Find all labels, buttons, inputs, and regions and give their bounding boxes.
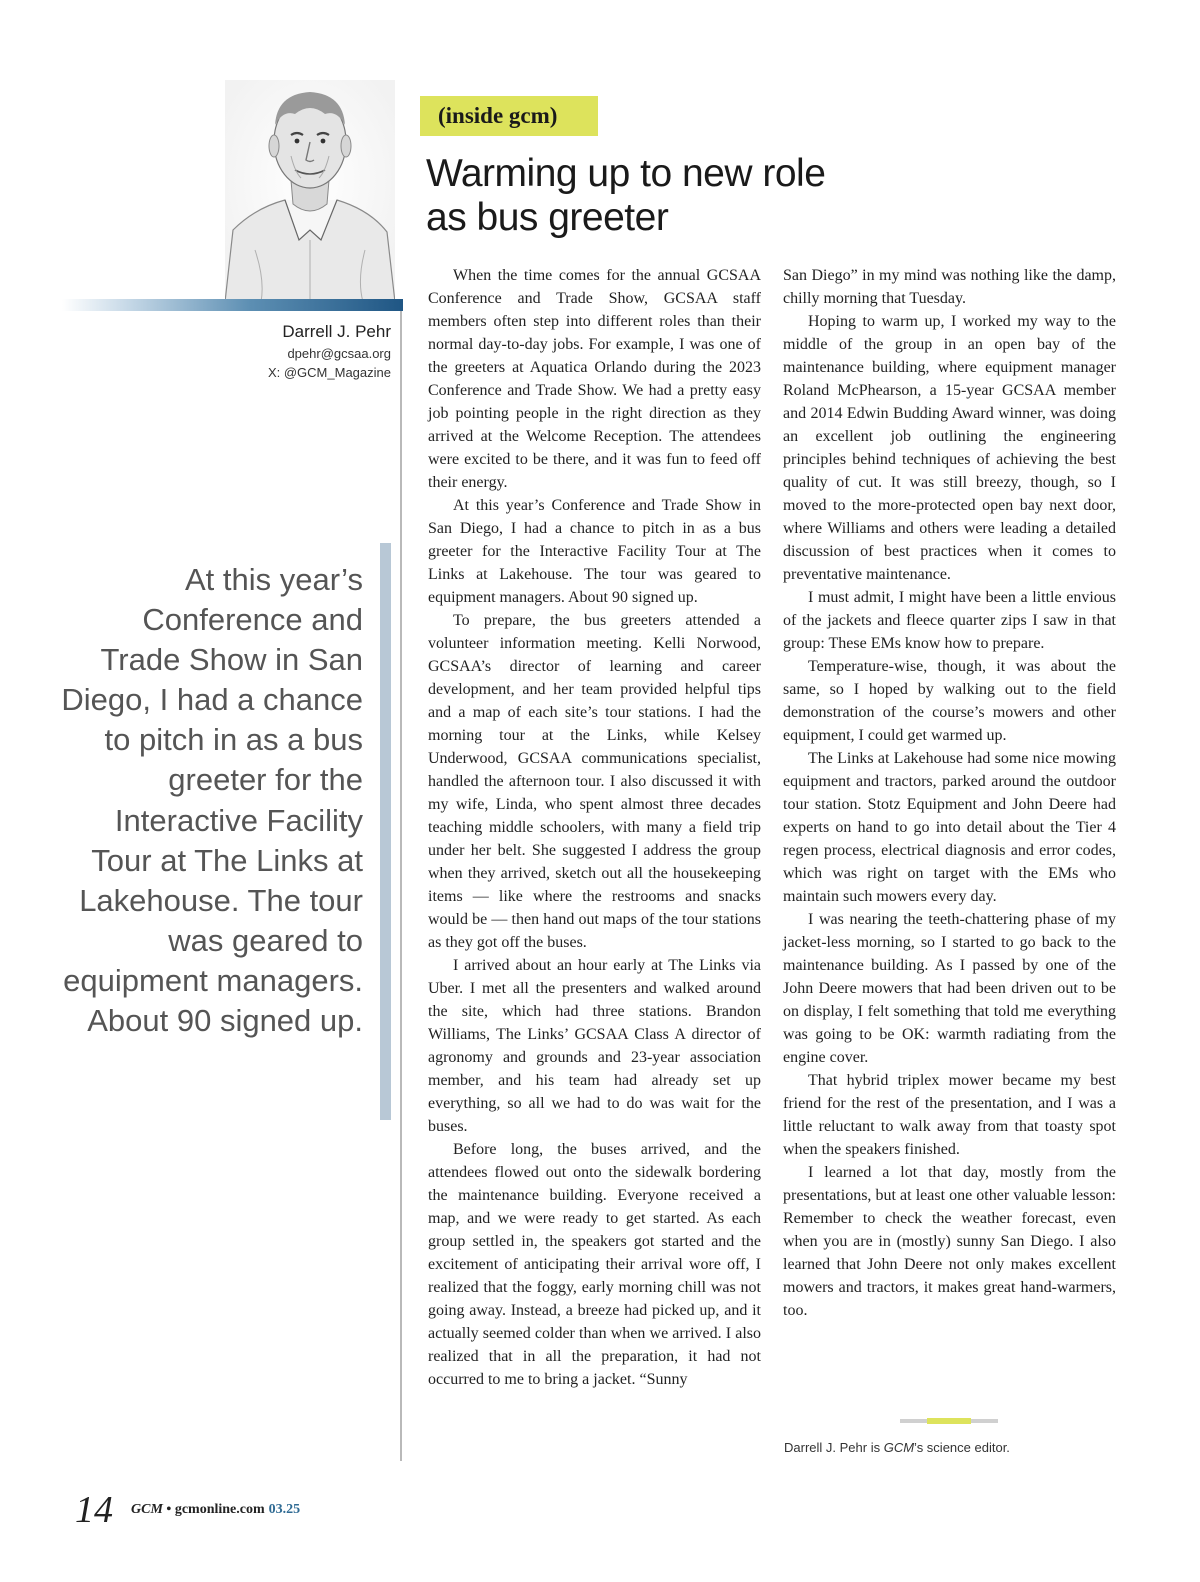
author-email[interactable]: dpehr@gcsaa.org (287, 346, 391, 361)
headline-line-2: as bus greeter (426, 196, 669, 239)
folio-info (131, 1502, 300, 1517)
paragraph: When the time comes for the annual GCSAA Conference and Trade Show, GCSAA staff members often step into different roles than their normal day-to-day jobs. For example, I was one of the greeters at Aquatica Orlando during the 2023 Conference and Trade Show. We had a pretty easy job pointing people in the right direction as they arrived at the Welcome Reception. The attendees were excited to be there, and it was fun to feed off their energy. (428, 267, 761, 491)
headline (426, 152, 946, 240)
bio-prefix: Darrell J. Pehr is (784, 1440, 884, 1455)
paragraph: Temperature-wise, though, it was about the same, so I hoped by walking out to the field demonstration of the course’s mowers and other equipment, I could get warmed up. (783, 658, 1116, 744)
footer-magazine: GCM (131, 1502, 163, 1517)
article-column-2 (783, 264, 1116, 1322)
paragraph: At this year’s Conference and Trade Show in San Diego, I had a chance to pitch in as a bus greeter for the Interactive Facility Tour at The Links at Lakehouse. The tour was geared to equipment managers. About 90 signed up. (428, 497, 761, 606)
author-bio (784, 1440, 1104, 1455)
article-column-1 (428, 264, 761, 1391)
paragraph: I was nearing the teeth-chattering phase of my jacket-less morning, so I started to go back to the maintenance building. As I passed by one of the John Deere mowers that had been driven out to be on display, I felt something that told me everything was going to be OK: warmth radiating from the engine cover. (783, 911, 1116, 1066)
paragraph: Hoping to warm up, I worked my way to the middle of the group in an open bay of the maintenance building, where equipment manager Roland McPhearson, a 15-year GCSAA member and 2014 Edwin Budding Award winner, was doing an excellent job outlining the engineering principles behind techniques of achieving the best quality of cut. It was still breezy, though, so I moved to the more-protected open bay next door, where Williams and others were leading a detailed discussion of best practices when it comes to preventative maintenance. (783, 313, 1116, 583)
section-tag: (inside gcm) (420, 96, 598, 136)
column-divider (400, 311, 402, 1461)
paragraph: I arrived about an hour early at The Links via Uber. I met all the presenters and walked around the site, which had three stations. Brandon Williams, The Links’ GCSAA Class A director of agronomy and grounds and 23-year association member, and his team had already set up everything, so all we had to do was wait for the buses. (428, 957, 761, 1135)
pull-quote: At this year’s Conference and Trade Show in San Diego, I had a chance to pitch in as a bus greeter for the Interactive Facility Tour at The Links at Lakehouse. The tour was geared to equipment managers. About 90 signed up. (61, 562, 363, 1039)
bio-suffix: ’s science editor. (914, 1440, 1010, 1455)
page-number: 14 (75, 1489, 113, 1531)
pull-quote-bar (380, 543, 391, 1120)
page-footer (75, 1488, 301, 1531)
paragraph: To prepare, the bus greeters attended a volunteer information meeting. Kelli Norwood, GCSAA’s director of learning and career development, and her team provided helpful tips and a map of each site’s tour stations. I had the morning tour at the Links, while Kelsey Underwood, GCSAA communications specialist, handled the afternoon tour. I also discussed it with my wife, Linda, who spent almost three decades teaching middle schoolers, with many a field trip under her belt. She suggested I address the group when they arrived, sketch out all the housekeeping items — like where the restrooms and snacks would be — then hand out maps of the tour stations as they got off the buses. (428, 612, 761, 951)
footer-separator: • (162, 1502, 175, 1517)
footer-website[interactable]: gcmonline.com (174, 1502, 265, 1517)
paragraph: Before long, the buses arrived, and the attendees flowed out onto the sidewalk bordering the maintenance building. Everyone received a map, and we were ready to get started. As each group settled in, the speakers got started and the excitement of anticipating their arrival wore off, I realized that the foggy, early morning chill was not going away. Instead, a breeze had picked up, and it actually seemed colder than when we arrived. I also realized that in all the preparation, it had not occurred to me to bring a jacket. “Sunny (428, 1141, 761, 1388)
footer-issue-date: 03.25 (268, 1502, 301, 1517)
author-photo (225, 80, 395, 302)
headline-line-1: Warming up to new role (426, 152, 826, 195)
paragraph: I learned a lot that day, mostly from the presentations, but at least one other valuable lesson: Remember to check the weather forecast, even when you are in (mostly) sunny San Diego. I also learned that John Deere not only makes excellent mowers and tractors, it makes great hand-warmers, too. (783, 1164, 1116, 1319)
author-accent-bar (62, 299, 403, 311)
paragraph-continued: San Diego” in my mind was nothing like the damp, chilly morning that Tuesday. (783, 267, 1116, 307)
paragraph: That hybrid triplex mower became my best friend for the rest of the presentation, and I was a little reluctant to walk away from that toasty spot when the speakers finished. (783, 1072, 1116, 1158)
end-rule-accent (927, 1418, 971, 1424)
author-name: Darrell J. Pehr (282, 322, 391, 341)
bio-magazine: GCM (883, 1440, 915, 1455)
author-social-handle[interactable]: X: @GCM_Magazine (267, 365, 391, 380)
author-box (200, 320, 391, 382)
paragraph: The Links at Lakehouse had some nice mowing equipment and tractors, parked around the outdoor tour station. Stotz Equipment and John Deere had experts on hand to go into detail about the Tier 4 regen process, electrical diagnosis and error codes, which was right on target with the EMs who maintain such mowers every day. (783, 750, 1116, 905)
paragraph: I must admit, I might have been a little envious of the jackets and fleece quarter zips I saw in that group: These EMs know how to prepare. (783, 589, 1116, 652)
